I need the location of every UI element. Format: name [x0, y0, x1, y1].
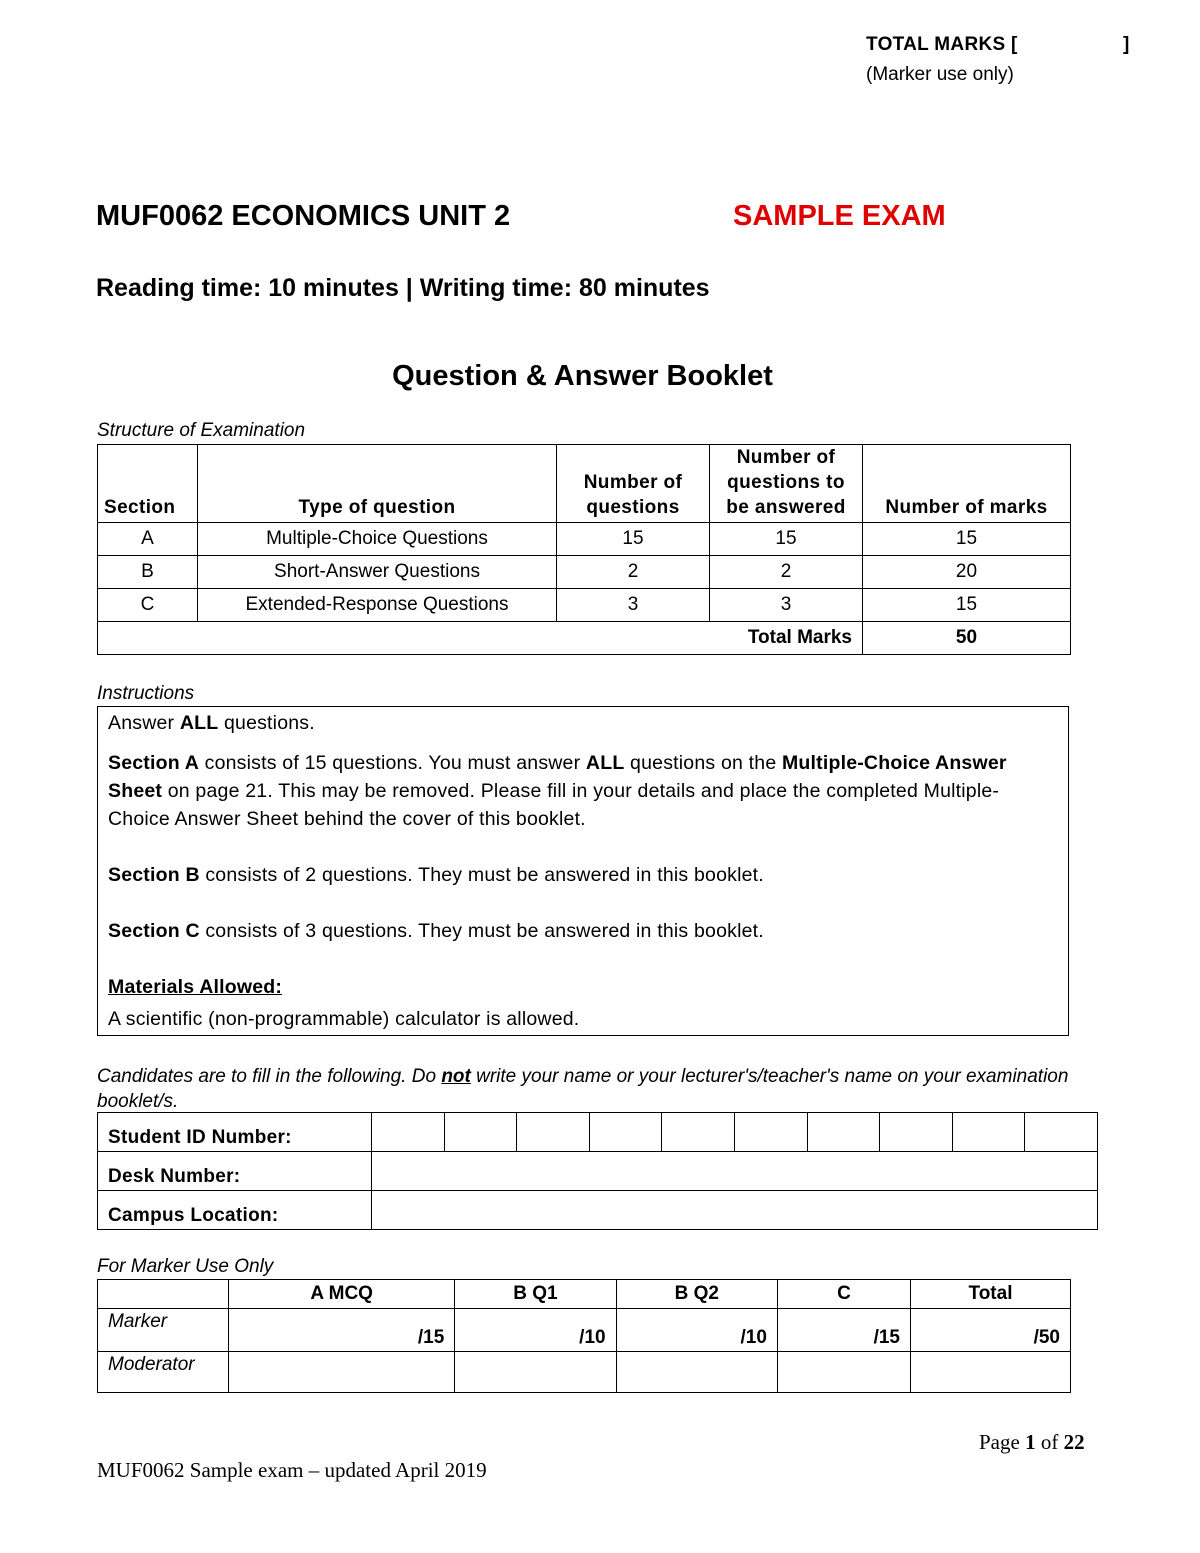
campus-location-field[interactable] — [372, 1191, 1098, 1230]
student-id-box[interactable] — [589, 1113, 662, 1152]
booklet-title: Question & Answer Booklet — [392, 360, 773, 392]
header-marks: Number of marks — [863, 445, 1071, 523]
page-number — [979, 1430, 1085, 1455]
instruction-text: consists of 2 questions. They must be answered in this booklet. — [199, 864, 764, 886]
header-num-answered — [710, 445, 863, 523]
marker-row — [98, 1309, 1071, 1352]
page-of: of — [1035, 1430, 1064, 1454]
section-a-label: Section A — [108, 752, 200, 774]
total-marks-bracket: ] — [1123, 34, 1130, 55]
marker-table — [97, 1279, 1071, 1393]
row-type: Extended-Response Questions — [198, 589, 557, 622]
campus-location-label: Campus Location: — [98, 1191, 372, 1230]
page-label: Page — [979, 1430, 1026, 1454]
instruction-text: consists of 3 questions. They must be answered in this booklet. — [199, 920, 764, 942]
row-type: Multiple-Choice Questions — [198, 523, 557, 556]
section-c-label: Section C — [108, 920, 200, 942]
instruction-text: questions. — [218, 712, 315, 734]
student-id-box[interactable] — [807, 1113, 880, 1152]
score-b-q1[interactable]: /10 — [455, 1309, 616, 1352]
marker-header-row — [98, 1280, 1071, 1309]
total-marks-row-value: 50 — [863, 622, 1071, 655]
total-row — [98, 622, 1071, 655]
instruction-text: questions on the — [624, 752, 782, 774]
col-total: Total — [910, 1280, 1070, 1309]
candidates-note-text: write your name or your lecturer's/teacher's name on your examination booklet/s. — [97, 1066, 1069, 1112]
footer-text: MUF0062 Sample exam – updated April 2019 — [97, 1458, 487, 1482]
moderator-cell[interactable] — [777, 1352, 910, 1393]
page-current: 1 — [1025, 1430, 1036, 1454]
instruction-section-b — [108, 861, 1058, 889]
exam-times: Reading time: 10 minutes | Writing time: 80 minutes — [96, 274, 710, 302]
header-section: Section — [98, 445, 198, 523]
row-questions: 2 — [557, 556, 710, 589]
instruction-text: on page 21. This may be removed. Please fill in your details and place the completed Multiple-Choice Answer Sheet behind the cover of this booklet. — [108, 780, 1000, 830]
materials-heading: Materials Allowed: — [108, 976, 283, 998]
header-num-answered-line3: be answered — [726, 497, 846, 518]
row-answered: 3 — [710, 589, 863, 622]
total-marks-row-label: Total Marks — [98, 622, 863, 655]
student-id-box[interactable] — [662, 1113, 735, 1152]
student-id-box[interactable] — [880, 1113, 953, 1152]
candidate-details-table — [97, 1112, 1098, 1230]
instruction-section-a — [108, 749, 1058, 833]
moderator-row — [98, 1352, 1071, 1393]
page-total: 22 — [1063, 1430, 1085, 1454]
student-id-box[interactable] — [952, 1113, 1025, 1152]
moderator-cell[interactable] — [229, 1352, 455, 1393]
instruction-text: Answer — [108, 712, 180, 734]
header-num-questions — [557, 445, 710, 523]
header-num-answered-line1: Number of — [736, 447, 836, 468]
campus-location-row — [98, 1191, 1098, 1230]
score-c[interactable]: /15 — [777, 1309, 910, 1352]
mcq-sheet-label: Multiple-Choice Answer Sheet — [108, 752, 1007, 802]
col-b-q2: B Q2 — [616, 1280, 777, 1309]
desk-number-label: Desk Number: — [98, 1152, 372, 1191]
row-marks: 15 — [863, 589, 1071, 622]
student-id-box[interactable] — [444, 1113, 517, 1152]
student-id-box[interactable] — [517, 1113, 590, 1152]
student-id-label: Student ID Number: — [98, 1113, 372, 1152]
desk-number-field[interactable] — [372, 1152, 1098, 1191]
table-row — [98, 556, 1071, 589]
row-type: Short-Answer Questions — [198, 556, 557, 589]
candidates-note — [97, 1064, 1097, 1114]
col-a-mcq: A MCQ — [229, 1280, 455, 1309]
table-row — [98, 523, 1071, 556]
marker-caption: For Marker Use Only — [97, 1256, 274, 1277]
score-a-mcq[interactable]: /15 — [229, 1309, 455, 1352]
header-num-questions-line2: questions — [586, 497, 680, 518]
instruction-emphasis: ALL — [585, 752, 625, 774]
moderator-cell[interactable] — [616, 1352, 777, 1393]
row-questions: 15 — [557, 523, 710, 556]
table-row — [98, 589, 1071, 622]
instructions-box — [97, 706, 1069, 1036]
desk-number-row — [98, 1152, 1098, 1191]
student-id-box[interactable] — [372, 1113, 445, 1152]
candidates-note-emphasis: not — [441, 1066, 471, 1087]
moderator-row-label: Moderator — [98, 1352, 229, 1393]
instruction-answer-all — [108, 709, 1058, 737]
row-questions: 3 — [557, 589, 710, 622]
row-section: C — [98, 589, 198, 622]
col-c: C — [777, 1280, 910, 1309]
total-marks-label: TOTAL MARKS [ — [866, 34, 1018, 55]
student-id-box[interactable] — [1025, 1113, 1098, 1152]
structure-table — [97, 444, 1071, 655]
instructions-caption: Instructions — [97, 683, 195, 704]
structure-caption: Structure of Examination — [97, 420, 306, 441]
row-section: B — [98, 556, 198, 589]
score-b-q2[interactable]: /10 — [616, 1309, 777, 1352]
candidates-note-text: Candidates are to fill in the following. Do — [97, 1066, 442, 1087]
header-num-answered-line2: questions to — [727, 472, 845, 493]
row-marks: 20 — [863, 556, 1071, 589]
header-type: Type of question — [198, 445, 557, 523]
moderator-cell[interactable] — [455, 1352, 616, 1393]
student-id-row — [98, 1113, 1098, 1152]
row-answered: 2 — [710, 556, 863, 589]
instruction-text: consists of 15 questions. You must answer — [199, 752, 586, 774]
sample-exam-tag: SAMPLE EXAM — [733, 200, 946, 232]
marker-corner-cell — [98, 1280, 229, 1309]
section-b-label: Section B — [108, 864, 200, 886]
row-marks: 15 — [863, 523, 1071, 556]
header-num-questions-line1: Number of — [583, 472, 683, 493]
marker-use-note: (Marker use only) — [866, 64, 1014, 85]
course-title: MUF0062 ECONOMICS UNIT 2 — [96, 200, 511, 232]
instruction-section-c — [108, 917, 1058, 945]
col-b-q1: B Q1 — [455, 1280, 616, 1309]
row-section: A — [98, 523, 198, 556]
row-answered: 15 — [710, 523, 863, 556]
instruction-emphasis: ALL — [179, 712, 219, 734]
materials-text: A scientific (non-programmable) calculator is allowed. — [108, 1008, 580, 1030]
moderator-cell[interactable] — [910, 1352, 1070, 1393]
marker-row-label: Marker — [98, 1309, 229, 1352]
score-total[interactable]: /50 — [910, 1309, 1070, 1352]
student-id-box[interactable] — [734, 1113, 807, 1152]
